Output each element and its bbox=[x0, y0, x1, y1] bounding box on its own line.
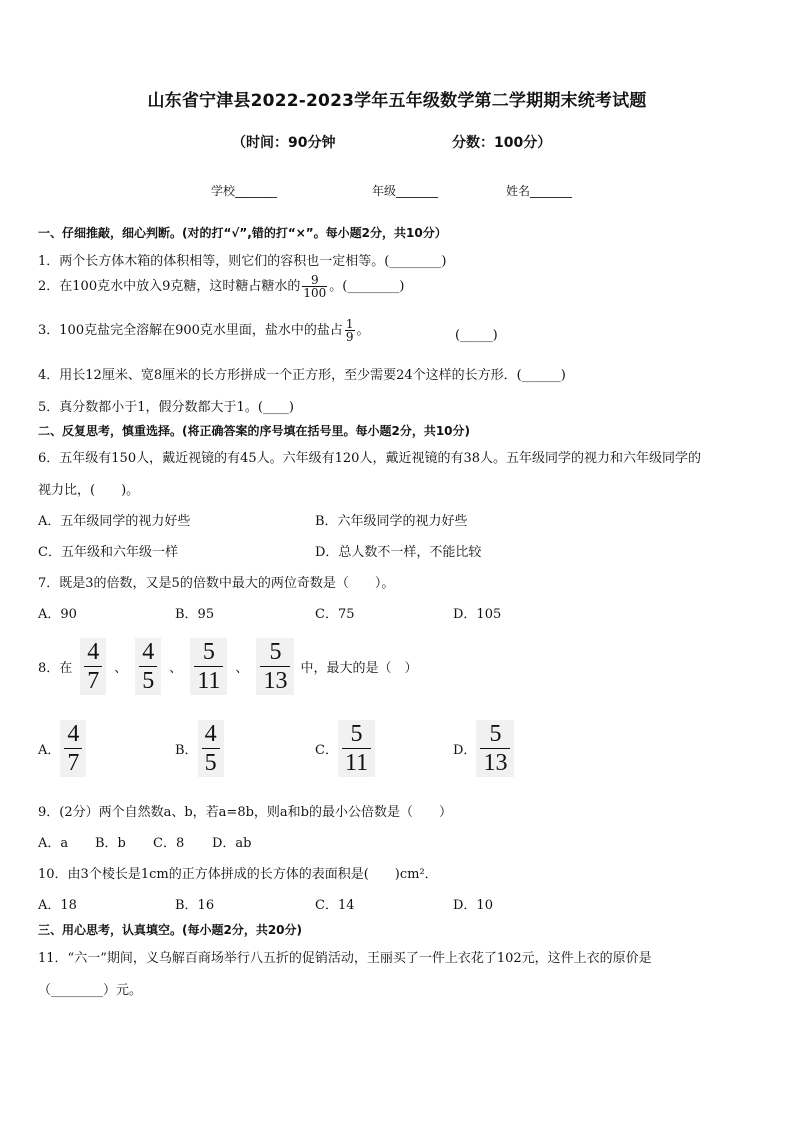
fraction bbox=[260, 640, 290, 693]
fraction bbox=[194, 640, 223, 693]
section-heading-2: 二、反复思考，慎重选择。(将正确答案的序号填在括号里。每小题2分，共10分) bbox=[38, 424, 471, 438]
fraction bbox=[480, 722, 510, 775]
question-8 bbox=[38, 638, 417, 695]
fraction-denominator: 7 bbox=[67, 750, 80, 776]
fraction-denominator: 11 bbox=[344, 750, 369, 776]
option-a: A．五年级同学的视力好些 bbox=[38, 514, 191, 529]
question-3-tail: 。 bbox=[356, 323, 370, 338]
section-heading-3: 三、用心思考，认真填空。(每小题2分，共20分) bbox=[38, 923, 303, 937]
fraction-numerator: 4 bbox=[87, 639, 100, 665]
question-8-tail: 中，最大的是（ ） bbox=[300, 661, 418, 676]
option-d: D．总人数不一样，不能比较 bbox=[315, 545, 482, 560]
question-11-line-1: 11．“六一”期间，义乌解百商场举行八五折的促销活动，王丽买了一件上衣花了102元，这件上衣的原价是 bbox=[38, 951, 652, 966]
fraction-numerator: 5 bbox=[489, 721, 502, 747]
option-a bbox=[38, 720, 86, 777]
option-c: C．75 bbox=[315, 607, 355, 622]
separator: 、 bbox=[235, 661, 249, 676]
question-2 bbox=[38, 274, 404, 299]
question-5: 5．真分数都小于1，假分数都大于1。(____) bbox=[38, 400, 294, 415]
question-4: 4．用长12厘米、宽8厘米的长方形拼成一个正方形，至少需要24个这样的长方形．(______) bbox=[38, 368, 566, 383]
option-label: D． bbox=[453, 743, 477, 758]
option-d bbox=[453, 720, 514, 777]
grade-field: 年级_______ bbox=[372, 184, 439, 198]
fraction-denominator: 9 bbox=[345, 330, 354, 344]
question-1: 1．两个长方体木箱的体积相等，则它们的容积也一定相等。(________) bbox=[38, 254, 447, 269]
question-7: 7．既是3的倍数，又是5的倍数中最大的两位奇数是（ ）。 bbox=[38, 576, 395, 591]
question-3-blank: (_____) bbox=[455, 328, 498, 343]
fraction bbox=[202, 722, 220, 775]
fraction-denominator: 100 bbox=[303, 286, 327, 300]
option-d: D．105 bbox=[453, 607, 502, 622]
fraction bbox=[64, 722, 82, 775]
fraction-denominator: 5 bbox=[204, 750, 217, 776]
option-b: B．16 bbox=[175, 898, 215, 913]
fraction-numerator: 4 bbox=[204, 721, 217, 747]
section-heading-1: 一、仔细推敲，细心判断。(对的打“√”,错的打“×”。每小题2分，共10分） bbox=[38, 226, 447, 240]
fraction bbox=[139, 640, 157, 693]
option-b: B．六年级同学的视力好些 bbox=[315, 514, 468, 529]
option-a: A．a bbox=[38, 836, 69, 851]
fraction bbox=[342, 722, 371, 775]
question-6-line-1: 6．五年级有150人，戴近视镜的有45人。六年级有120人，戴近视镜的有38人。五年级同学的视力和六年级同学的 bbox=[38, 451, 701, 466]
option-c: C．8 bbox=[153, 836, 185, 851]
question-11-line-2: （________）元。 bbox=[38, 983, 143, 998]
separator: 、 bbox=[169, 661, 183, 676]
question-9: 9．(2分）两个自然数a、b，若a=8b，则a和b的最小公倍数是（ ） bbox=[38, 805, 452, 820]
fraction-numerator: 5 bbox=[269, 639, 282, 665]
fraction-denominator: 5 bbox=[142, 668, 155, 694]
fraction-denominator: 7 bbox=[87, 668, 100, 694]
fraction-denominator: 11 bbox=[197, 668, 221, 694]
fraction bbox=[345, 318, 355, 343]
question-6-line-2: 视力比，( )。 bbox=[38, 483, 140, 498]
option-c: C．五年级和六年级一样 bbox=[38, 545, 178, 560]
option-label: C． bbox=[315, 743, 338, 758]
fraction bbox=[84, 640, 102, 693]
fraction-numerator: 1 bbox=[345, 317, 354, 331]
option-b bbox=[175, 720, 224, 777]
name-field: 姓名_______ bbox=[506, 184, 573, 198]
fraction-numerator: 5 bbox=[350, 721, 363, 747]
option-d: D．ab bbox=[212, 836, 252, 851]
option-a: A．90 bbox=[38, 607, 77, 622]
question-3-stem: 3．100克盐完全溶解在900克水里面，盐水中的盐占 bbox=[38, 323, 343, 338]
option-a: A．18 bbox=[38, 898, 77, 913]
question-2-tail: 。(________) bbox=[329, 279, 405, 294]
option-c: C．14 bbox=[315, 898, 355, 913]
question-2-stem: 2．在100克水中放入9克糖，这时糖占糖水的 bbox=[38, 279, 301, 294]
option-b: B．95 bbox=[175, 607, 215, 622]
option-label: B． bbox=[175, 743, 198, 758]
option-b: B．b bbox=[95, 836, 126, 851]
school-field: 学校_______ bbox=[211, 184, 278, 198]
separator: 、 bbox=[114, 661, 128, 676]
fraction-numerator: 9 bbox=[310, 273, 319, 287]
exam-time: （时间：90分钟 bbox=[232, 135, 336, 151]
fraction-denominator: 13 bbox=[483, 750, 508, 776]
option-c bbox=[315, 720, 375, 777]
question-8-stem: 8．在 bbox=[38, 661, 73, 676]
option-d: D．10 bbox=[453, 898, 493, 913]
option-label: A． bbox=[38, 743, 61, 758]
page-title: 山东省宁津县2022-2023学年五年级数学第二学期期末统考试题 bbox=[147, 91, 647, 111]
fraction-numerator: 4 bbox=[142, 639, 155, 665]
question-3 bbox=[38, 318, 370, 343]
fraction bbox=[302, 274, 327, 299]
question-10: 10．由3个棱长是1cm的正方体拼成的长方体的表面积是( )cm²． bbox=[38, 867, 438, 882]
fraction-numerator: 5 bbox=[202, 639, 215, 665]
fraction-denominator: 13 bbox=[263, 668, 288, 694]
fraction-numerator: 4 bbox=[67, 721, 80, 747]
exam-score: 分数：100分） bbox=[452, 135, 552, 151]
